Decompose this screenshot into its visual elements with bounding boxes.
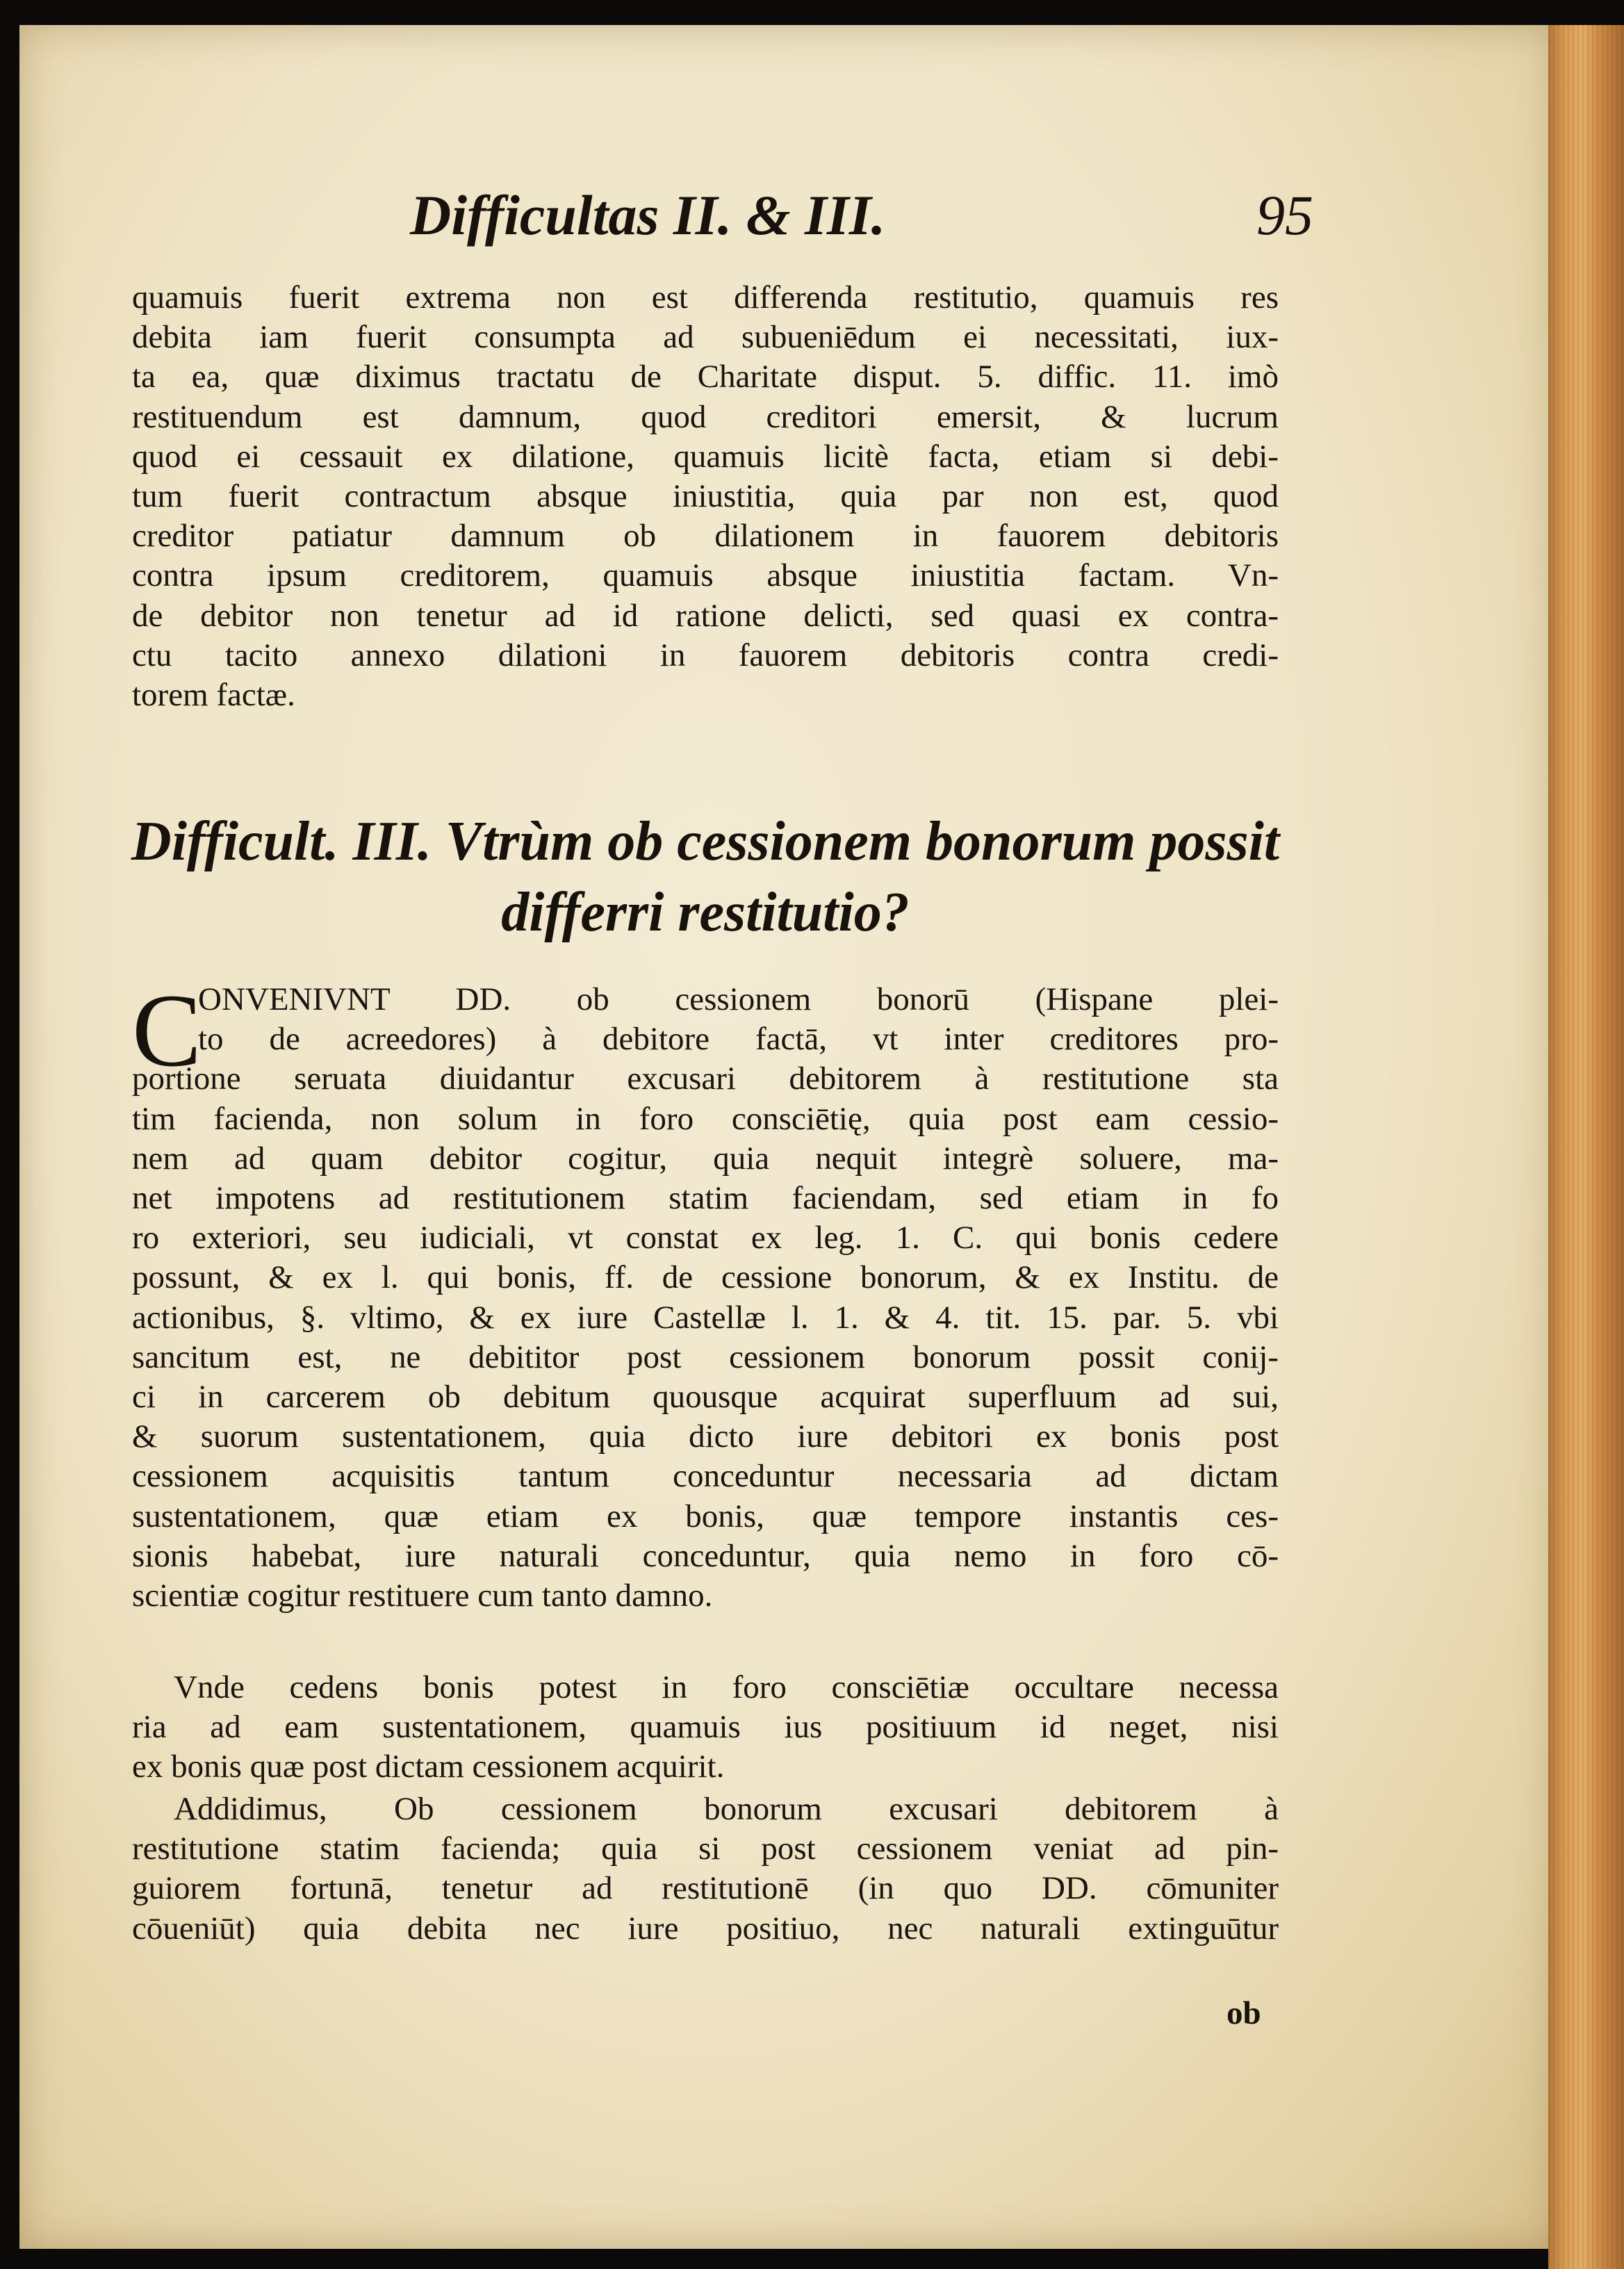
page-fore-edge-texture xyxy=(1548,25,1624,2269)
text-line: sancitum est, ne debititor post cessionem bonorum possit conij- xyxy=(132,1338,1279,1375)
paragraph-vnde xyxy=(132,1668,1279,1787)
text-line: guiorem fortunā, tenetur ad restitutionē (in quo DD. cōmuniter xyxy=(132,1870,1279,1907)
text-line: Vnde cedens bonis potest in foro consciētiæ occultare necessa xyxy=(174,1669,1279,1705)
text-line: restitutione statim facienda; quia si post cessionem veniat ad pin- xyxy=(132,1830,1279,1867)
section-heading-line: Difficult. III. Vtrùm ob cessionem bonorum possit xyxy=(131,811,1280,872)
text-line: ci in carcerem ob debitum quousque acquirat superfluum ad sui, xyxy=(132,1379,1279,1416)
text-line: restituendum est damnum, quod creditori emersit, & lucrum xyxy=(132,398,1279,435)
drop-capital: C xyxy=(132,973,202,1088)
text-line: tum fuerit contractum absque iniustitia, quia par non est, quod xyxy=(132,478,1279,515)
text-line: portione seruata diuidantur excusari debitorem à restitutione sta xyxy=(132,1060,1279,1097)
paragraph-main xyxy=(132,973,1279,1616)
text-line: de debitor non tenetur ad id ratione delicti, sed quasi ex contra- xyxy=(132,597,1279,634)
text-line: ex bonis quæ post dictam cessionem acquirit. xyxy=(132,1748,725,1785)
text-line: quamuis fuerit extrema non est differenda restitutio, quamuis res xyxy=(132,279,1279,316)
paragraph-addidimus xyxy=(132,1789,1279,1949)
text-line: cessionem acquisitis tantum conceduntur necessaria ad dictam xyxy=(132,1458,1279,1495)
text-line: ta ea, quæ diximus tractatu de Charitate disput. 5. diffic. 11. imò xyxy=(132,359,1279,395)
text-line: nem ad quam debitor cogitur, quia nequit integrè soluere, ma- xyxy=(132,1140,1279,1177)
section-heading xyxy=(129,806,1282,948)
text-line: cōueniūt) quia debita nec iure positiuo, nec naturali extinguūtur xyxy=(132,1910,1279,1947)
text-line: ro exteriori, seu iudiciali, vt constat ex leg. 1. C. qui bonis cedere xyxy=(132,1220,1279,1256)
paragraph-continuation xyxy=(132,278,1279,715)
text-line: sustentationem, quæ etiam ex bonis, quæ tempore instantis ces- xyxy=(132,1498,1279,1534)
text-line: ria ad eam sustentationem, quamuis ius positiuum id neget, nisi xyxy=(132,1709,1279,1746)
section-heading-line: differri restitutio? xyxy=(501,882,910,943)
text-line: net impotens ad restitutionem statim faciendam, sed etiam in fo xyxy=(132,1180,1279,1217)
text-line: ONVENIVNT DD. ob cessionem bonorū (Hispane plei- xyxy=(198,981,1279,1017)
text-line: sionis habebat, iure naturali conceduntur, quia nemo in foro cō- xyxy=(132,1537,1279,1574)
catchword: ob xyxy=(1227,1995,1261,2031)
page-number: 95 xyxy=(1256,183,1313,247)
running-head: Difficultas II. & III. xyxy=(410,183,886,247)
text-line: scientiæ cogitur restituere cum tanto damno. xyxy=(132,1578,713,1614)
text-line: quod ei cessauit ex dilatione, quamuis licitè facta, etiam si debi- xyxy=(132,438,1279,475)
text-line: possunt, & ex l. qui bonis, ff. de cessione bonorum, & ex Institu. de xyxy=(132,1259,1279,1296)
text-line: ctu tacito annexo dilationi in fauorem debitoris contra credi- xyxy=(132,637,1279,673)
text-line: debita iam fuerit consumpta ad subueniēdum ei necessitati, iux- xyxy=(132,319,1279,356)
text-line: & suorum sustentationem, quia dicto iure debitori ex bonis post xyxy=(132,1418,1279,1455)
text-line: actionibus, §. vltimo, & ex iure Castellæ l. 1. & 4. tit. 15. par. 5. vbi xyxy=(132,1299,1279,1336)
text-line: Addidimus, Ob cessionem bonorum excusari debitorem à xyxy=(174,1791,1279,1827)
page-header xyxy=(410,184,1313,247)
text-line: tim facienda, non solum in foro consciētię, quia post eam cessio- xyxy=(132,1100,1279,1137)
text-line: contra ipsum creditorem, quamuis absque iniustitia factam. Vn- xyxy=(132,557,1279,594)
text-line: to de acreedores) à debitore factā, vt inter creditores pro- xyxy=(198,1021,1279,1058)
text-line: torem factæ. xyxy=(132,677,295,714)
text-line: creditor patiatur damnum ob dilationem in fauorem debitoris xyxy=(132,518,1279,555)
